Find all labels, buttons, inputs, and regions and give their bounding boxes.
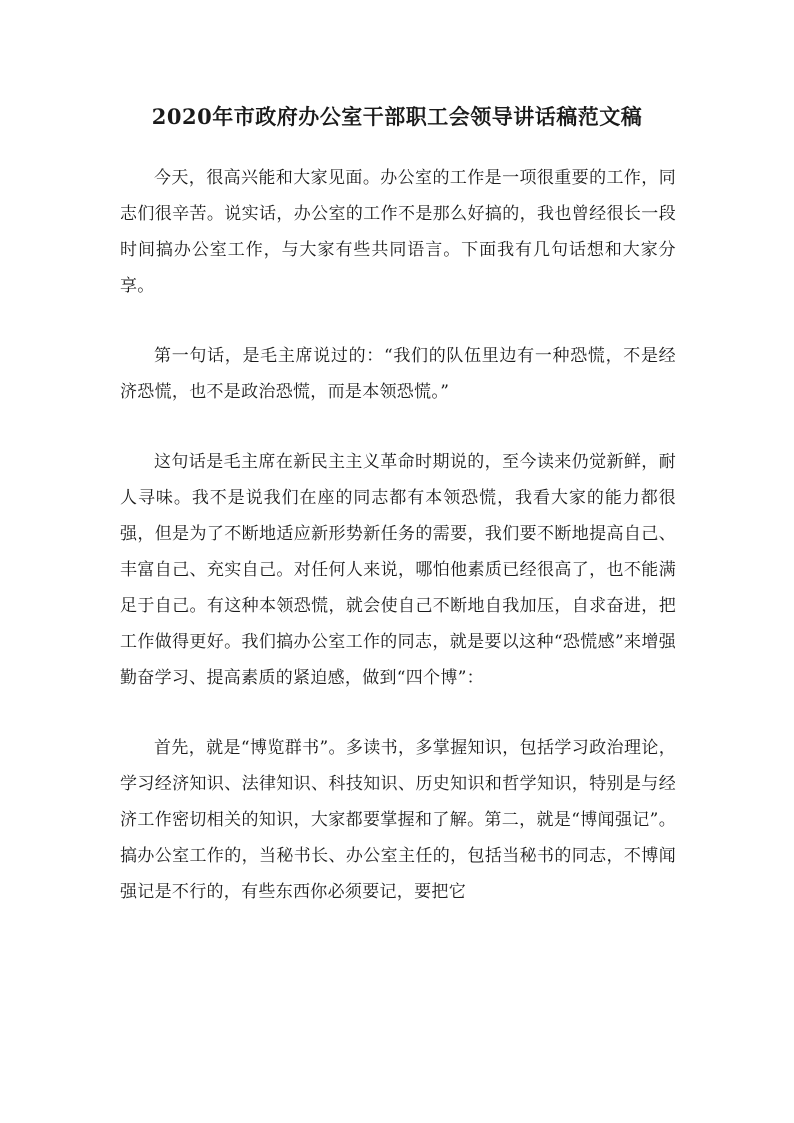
document-body [120, 160, 676, 944]
paragraph-first-remark: 第一句话，是毛主席说过的：“我们的队伍里边有一种恐慌，不是经济恐慌，也不是政治恐慌，而是本领恐慌。” [120, 346, 676, 402]
paragraph-explanation: 这句话是毛主席在新民主主义革命时期说的，至今读来仍觉新鲜，耐人寻味。我不是说我们在座的同志都有本领恐慌，我看大家的能力都很强，但是为了不断地适应新形势新任务的需要，我们要不断地提高自己、丰富自己、充实自己。对任何人来说，哪怕他素质已经很高了，也不能满足于自己。有这种本领恐慌，就会使自己不断地自我加压，自求奋进，把工作做得更好。我们搞办公室工作的同志，就是要以这种“恐慌感”来增强勤奋学习、提高素质的紧迫感，做到“四个博”： [120, 452, 676, 688]
paragraph-four-bo: 首先，就是“博览群书”。多读书，多掌握知识，包括学习政治理论，学习经济知识、法律知识、科技知识、历史知识和哲学知识，特别是与经济工作密切相关的知识，大家都要掌握和了解。第二，就是“博闻强记”。搞办公室工作的，当秘书长、办公室主任的，包括当秘书的同志，不博闻强记是不行的，有些东西你必须要记，要把它 [120, 738, 676, 902]
document-title: 2020年市政府办公室干部职工会领导讲话稿范文稿 [151, 104, 643, 129]
paragraph-greeting: 今天，很高兴能和大家见面。办公室的工作是一项很重要的工作，同志们很辛苦。说实话，办公室的工作不是那么好搞的，我也曾经很长一段时间搞办公室工作，与大家有些共同语言。下面我有几句话想和大家分享。 [120, 168, 676, 296]
